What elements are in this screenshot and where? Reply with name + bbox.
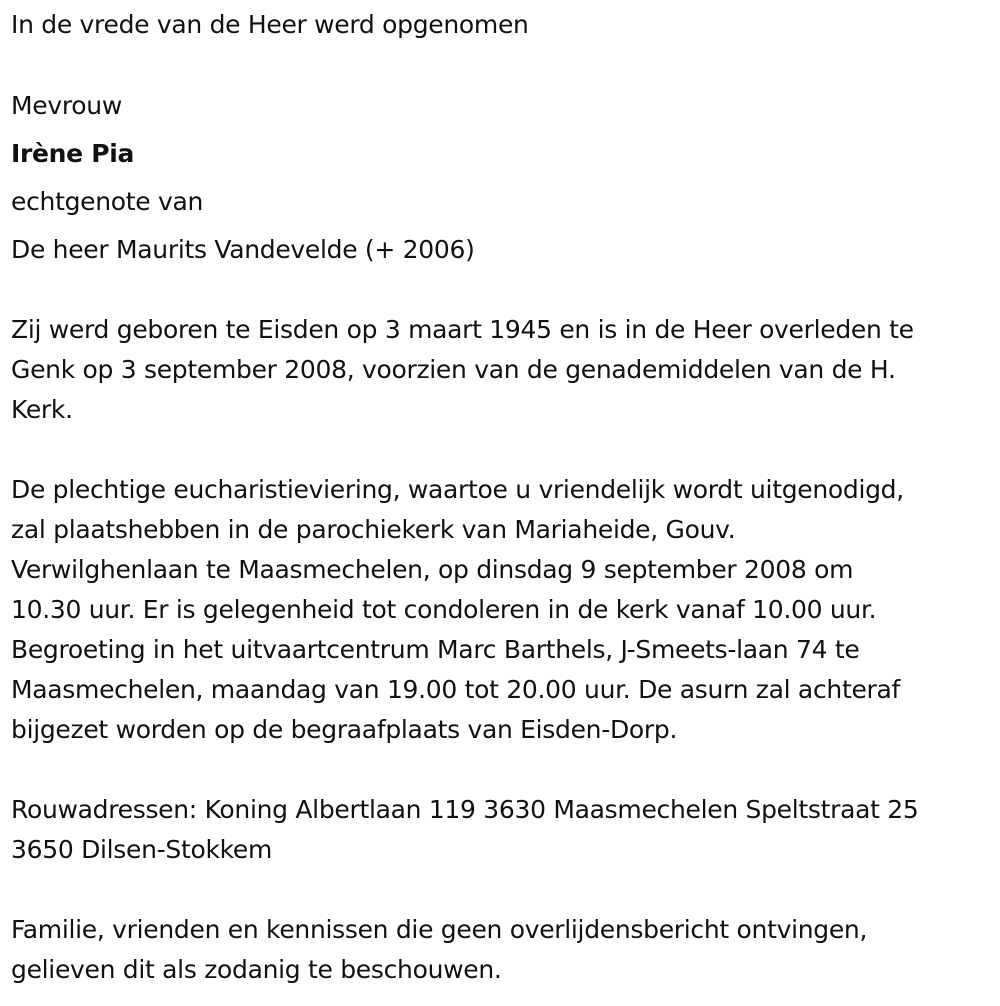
- ceremony-line: Maasmechelen, maandag van 19.00 tot 20.00 uur. De asurn zal achteraf: [11, 675, 901, 704]
- ceremony-line: zal plaatshebben in de parochiekerk van Mariaheide, Gouv.: [11, 515, 736, 544]
- notice-title: Mevrouw: [11, 91, 122, 120]
- address-line: 3650 Dilsen-Stokkem: [11, 835, 273, 864]
- ceremony-line: 10.30 uur. Er is gelegenheid tot condoleren in de kerk vanaf 10.00 uur.: [11, 595, 877, 624]
- birth-death-line: Genk op 3 september 2008, voorzien van de genademiddelen van de H.: [11, 355, 896, 384]
- spouse-name: De heer Maurits Vandevelde (+ 2006): [11, 235, 475, 264]
- birth-death-line: Zij werd geboren te Eisden op 3 maart 1945 en is in de Heer overleden te: [11, 315, 914, 344]
- ceremony-line: Begroeting in het uitvaartcentrum Marc Barthels, J-Smeets-laan 74 te: [11, 635, 860, 664]
- notice-intro: In de vrede van de Heer werd opgenomen: [11, 10, 529, 39]
- ceremony-line: Verwilghenlaan te Maasmechelen, op dinsdag 9 september 2008 om: [11, 555, 854, 584]
- ceremony-line: bijgezet worden op de begraafplaats van Eisden-Dorp.: [11, 715, 678, 744]
- birth-death-line: Kerk.: [11, 395, 73, 424]
- closing-line: gelieven dit als zodanig te beschouwen.: [11, 955, 502, 984]
- closing-line: Familie, vrienden en kennissen die geen overlijdensbericht ontvingen,: [11, 915, 868, 944]
- ceremony-line: De plechtige eucharistieviering, waartoe u vriendelijk wordt uitgenodigd,: [11, 475, 904, 504]
- relation-label: echtgenote van: [11, 187, 204, 216]
- deceased-name: Irène Pia: [11, 139, 135, 168]
- address-line: Rouwadressen: Koning Albertlaan 119 3630 Maasmechelen Speltstraat 25: [11, 795, 919, 824]
